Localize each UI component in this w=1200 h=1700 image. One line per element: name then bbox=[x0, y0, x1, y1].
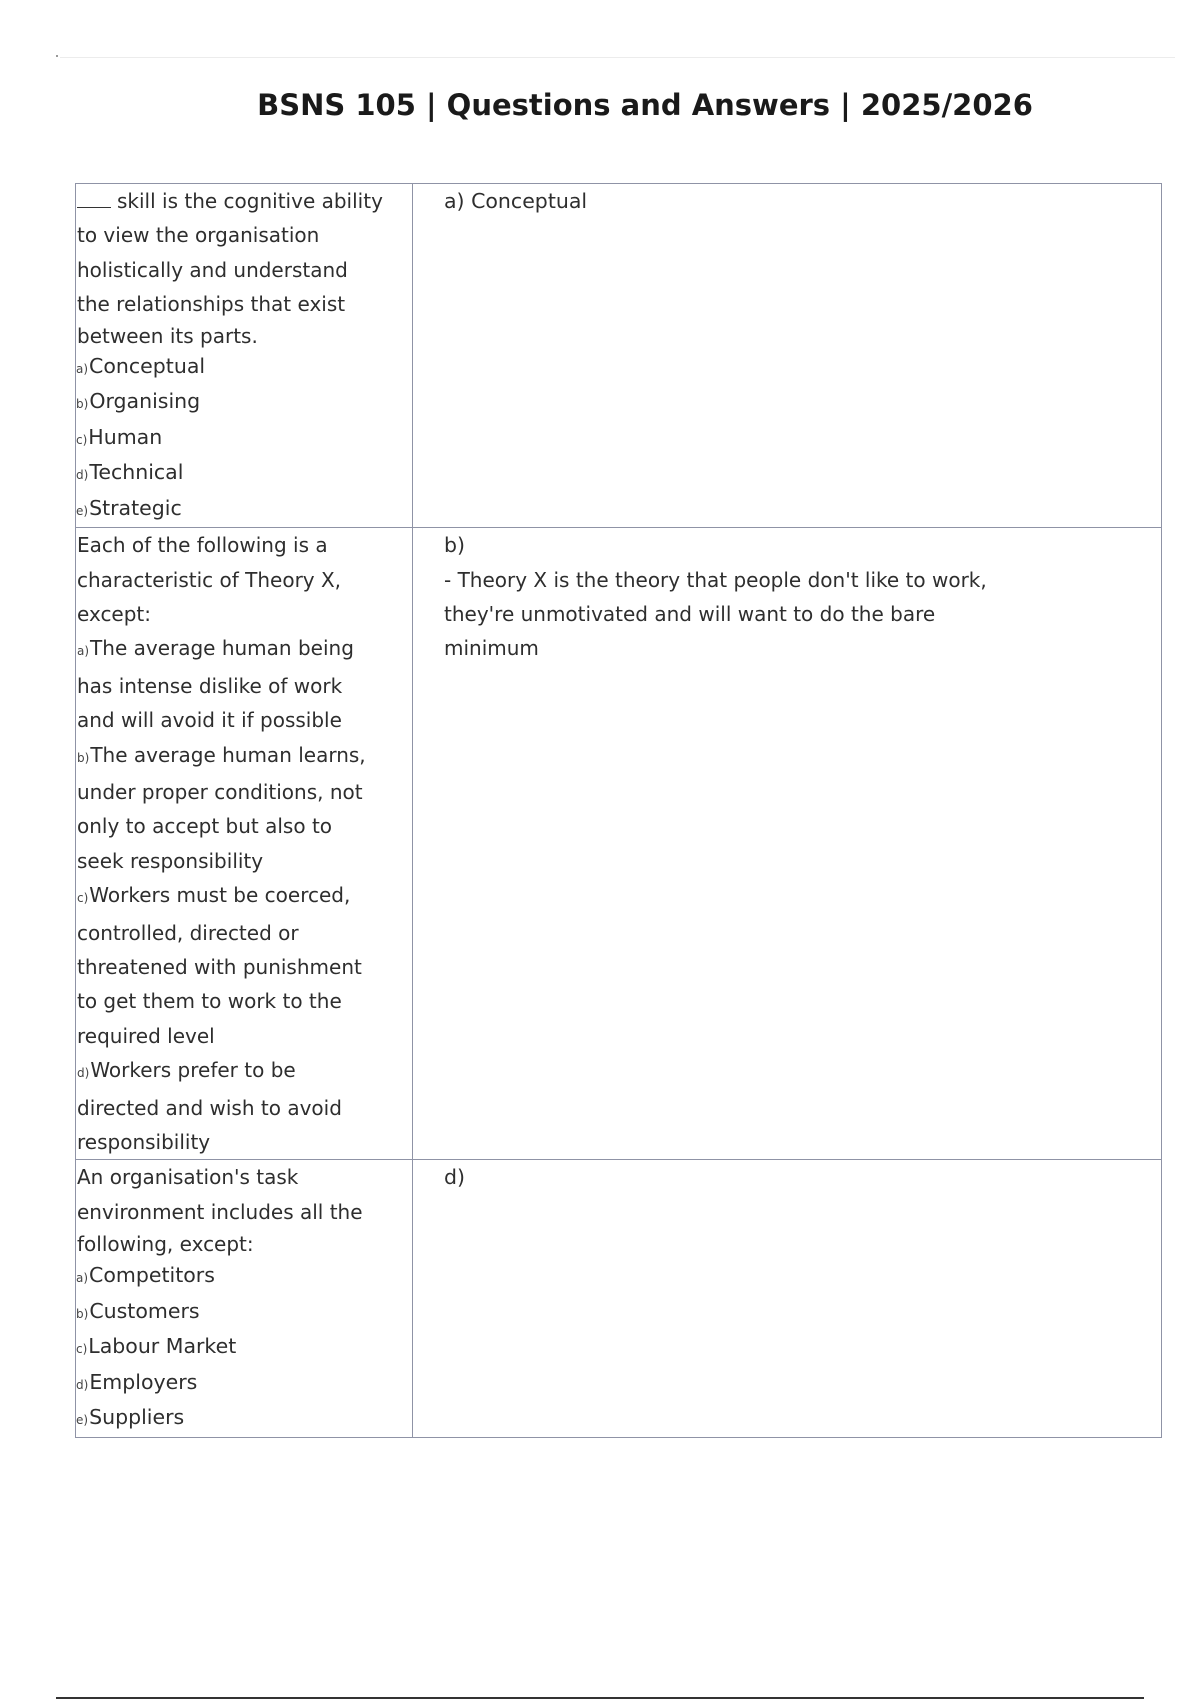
option-list bbox=[76, 350, 412, 528]
option: c)Human bbox=[76, 424, 163, 449]
option: b)The average human learns, under proper conditions, not only to accept but also to seek responsibility bbox=[77, 742, 366, 873]
option: b)Customers bbox=[76, 1298, 200, 1323]
footer-rule bbox=[56, 1697, 1144, 1699]
table-row bbox=[76, 184, 1162, 528]
option: e)Suppliers bbox=[76, 1405, 185, 1430]
question-line: An organisation's task bbox=[77, 1165, 299, 1190]
question-line: to view the organisation bbox=[77, 223, 320, 248]
question-line: characteristic of Theory X, bbox=[77, 567, 342, 592]
option: d)Technical bbox=[76, 460, 184, 485]
question-cell bbox=[76, 1160, 413, 1437]
question-cell bbox=[76, 184, 413, 528]
answer-explanation: - Theory X is the theory that people don't like to work, they're unmotivated and will want to do the bare minimum bbox=[444, 567, 987, 661]
table-row bbox=[76, 528, 1162, 1160]
blank-line bbox=[77, 189, 111, 208]
answer bbox=[413, 184, 1161, 218]
question-text bbox=[76, 184, 412, 350]
question-line: between its parts. bbox=[77, 323, 258, 348]
header-dot bbox=[56, 55, 58, 57]
question-cell bbox=[76, 528, 413, 1160]
option: b)Organising bbox=[76, 389, 201, 414]
option: a)The average human being has intense dislike of work and will avoid it if possible bbox=[77, 636, 354, 733]
question-text bbox=[76, 1160, 412, 1259]
answer bbox=[413, 1160, 1161, 1194]
option: d)Employers bbox=[76, 1369, 198, 1394]
question-text bbox=[76, 528, 412, 631]
option: c)Workers must be coerced, controlled, directed or threatened with punishment to get them to work to the required level bbox=[77, 883, 362, 1048]
answer-cell bbox=[413, 528, 1162, 1160]
answer-text: b) bbox=[444, 533, 466, 558]
option-list bbox=[76, 1259, 412, 1437]
question-line: following, except: bbox=[77, 1232, 254, 1257]
answer-text: a) Conceptual bbox=[444, 189, 588, 213]
question-line: environment includes all the bbox=[77, 1199, 363, 1224]
header-rule bbox=[60, 57, 1175, 58]
option: c)Labour Market bbox=[76, 1334, 237, 1359]
answer-cell bbox=[413, 184, 1162, 528]
question-line: skill is the cognitive ability bbox=[77, 184, 412, 218]
table-row bbox=[76, 1160, 1162, 1437]
option: a)Competitors bbox=[76, 1263, 215, 1288]
question-line: Each of the following is a bbox=[77, 533, 328, 558]
option: d)Workers prefer to be directed and wish to avoid responsibility bbox=[77, 1058, 342, 1155]
answer-cell bbox=[413, 1160, 1162, 1437]
answer bbox=[413, 528, 1161, 666]
page-title: BSNS 105 | Questions and Answers | 2025/2026 bbox=[257, 88, 1033, 122]
question-line: holistically and understand bbox=[77, 257, 348, 282]
option: a)Conceptual bbox=[76, 353, 206, 378]
question-line: except: bbox=[77, 601, 152, 626]
option: e)Strategic bbox=[76, 495, 182, 520]
question-line: the relationships that exist bbox=[77, 292, 346, 317]
qa-table bbox=[75, 183, 1162, 1438]
answer-text: d) bbox=[444, 1165, 466, 1190]
